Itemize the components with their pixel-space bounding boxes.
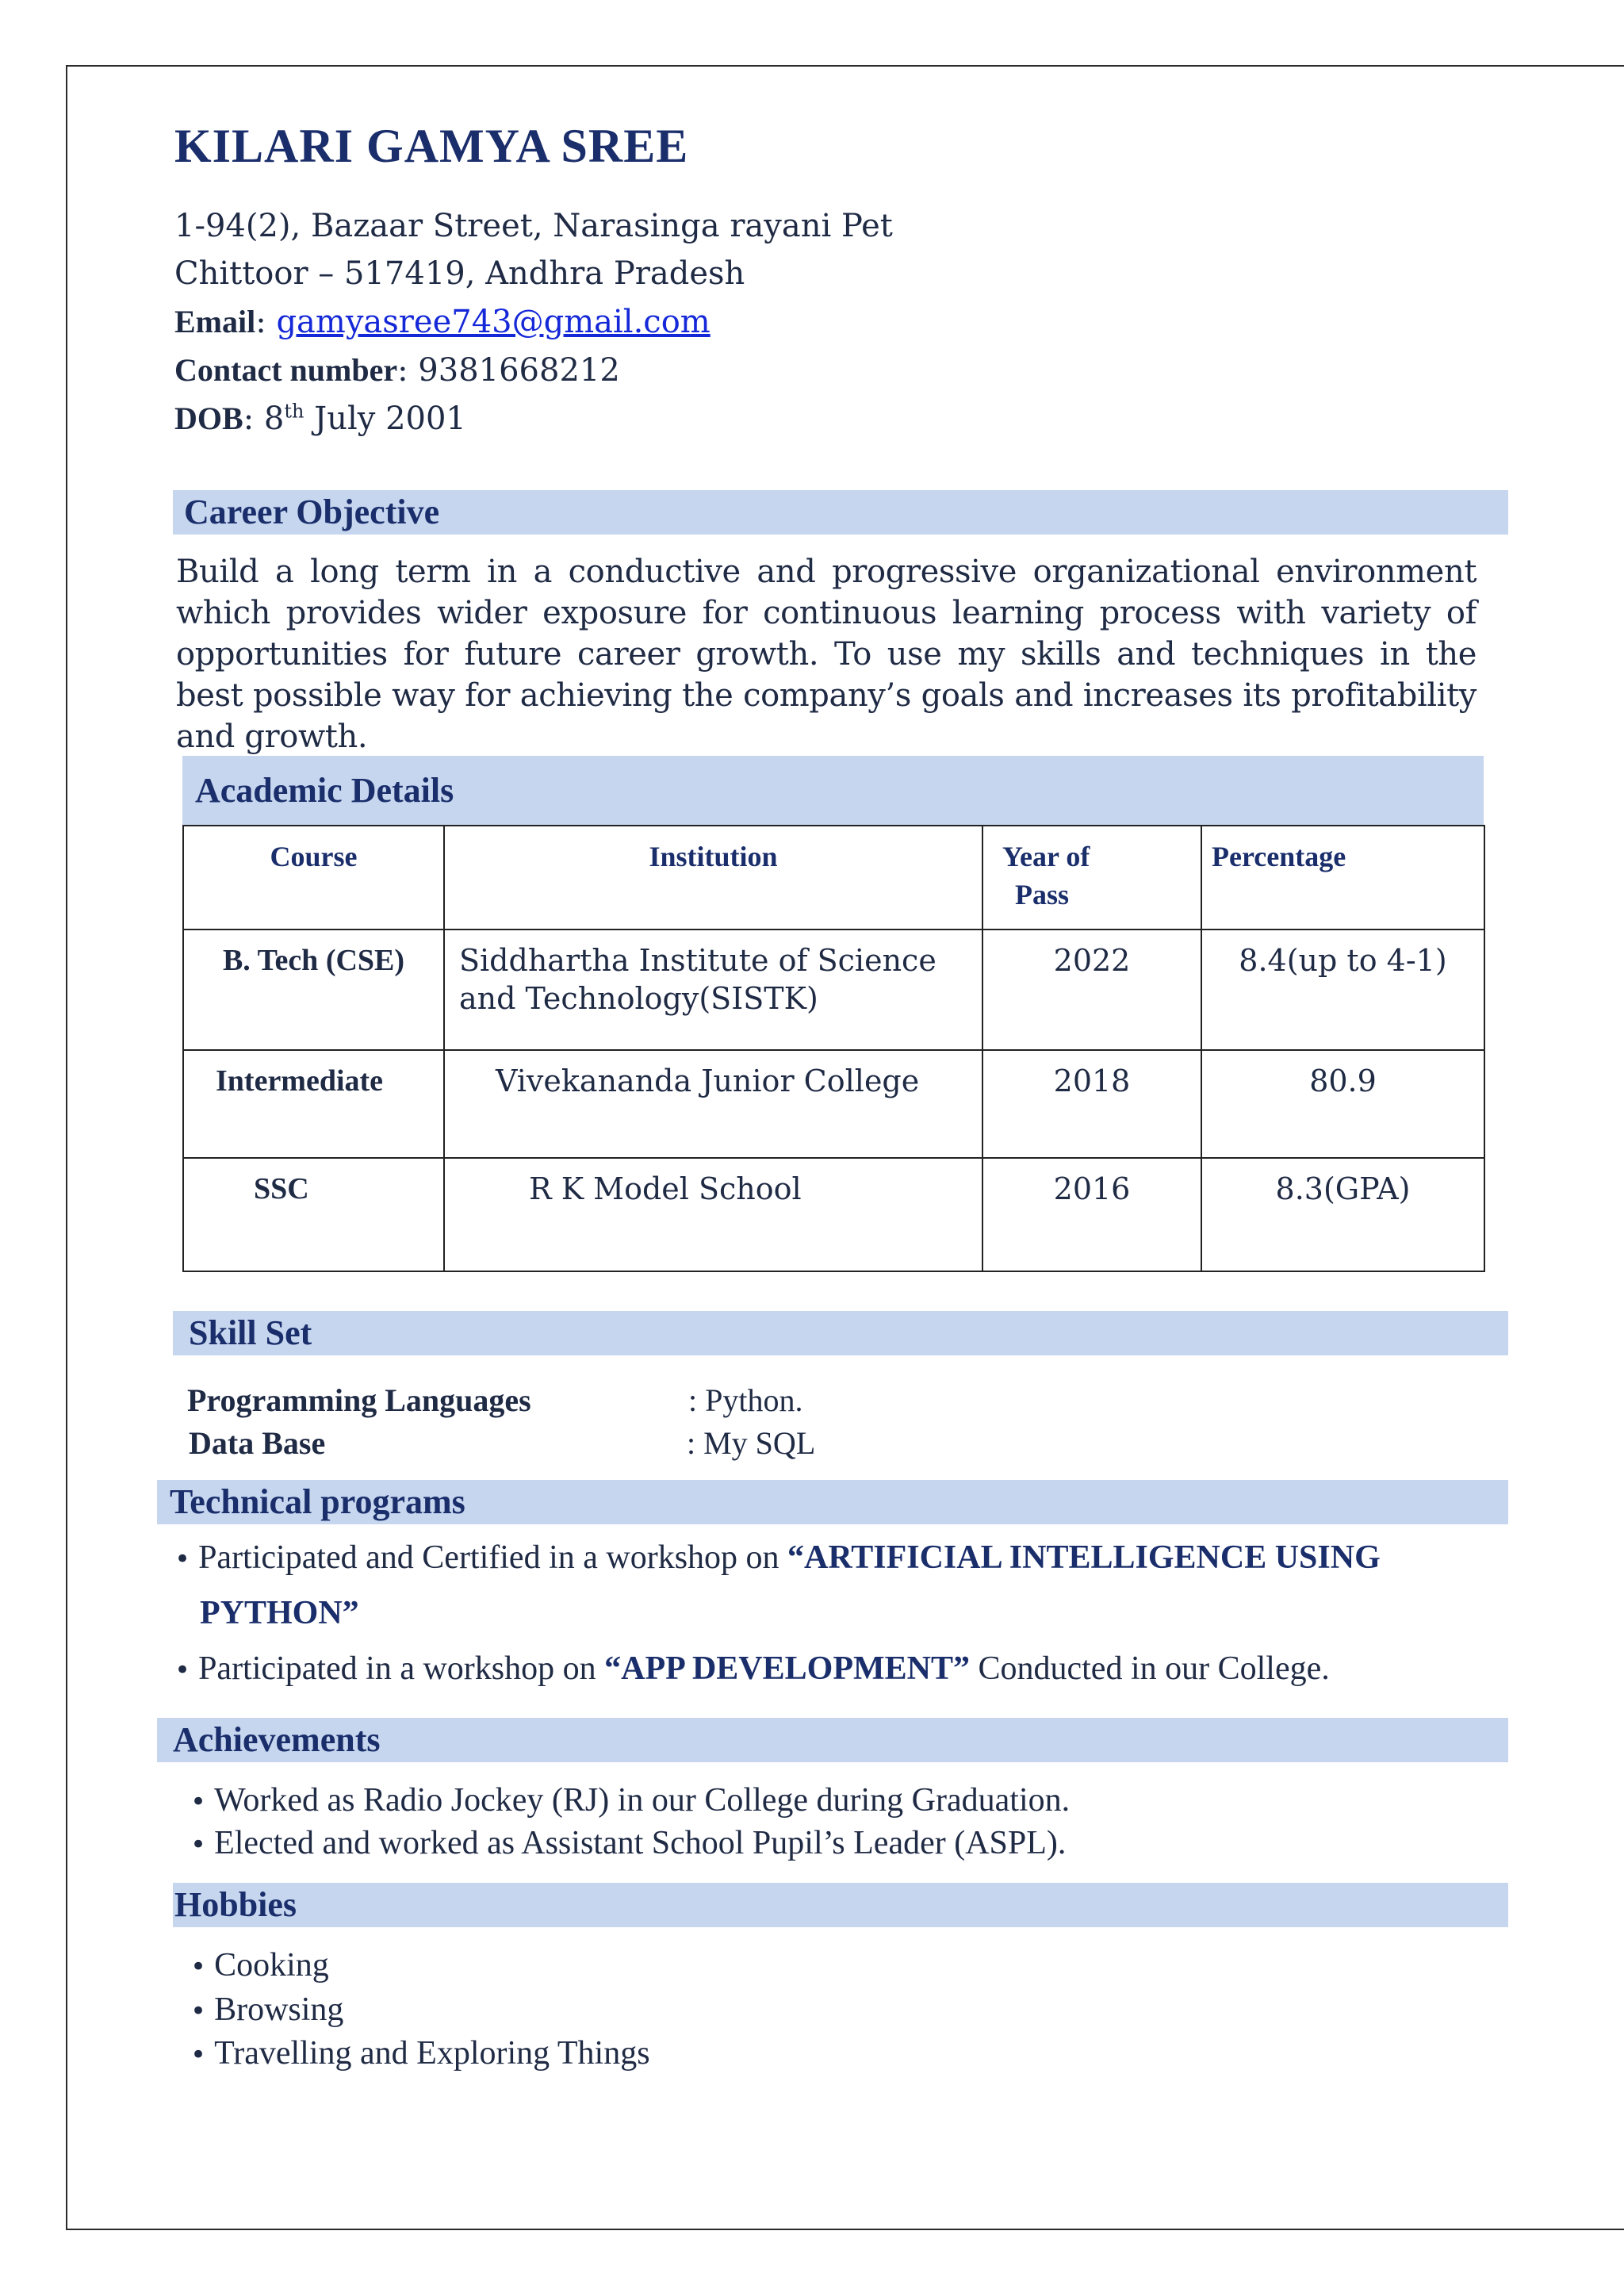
academic-table bbox=[182, 825, 1485, 1272]
cell-percentage: 8.4(up to 4-1) bbox=[1201, 930, 1484, 1050]
bullet-icon: • bbox=[190, 2039, 207, 2071]
cell-percentage: 8.3(GPA) bbox=[1201, 1158, 1484, 1271]
list-item: • Worked as Radio Jockey (RJ) in our College during Graduation. bbox=[190, 1782, 1071, 1819]
bullet-icon: • bbox=[190, 1995, 207, 2027]
header-percentage: Percentage bbox=[1201, 826, 1484, 930]
email-label: Email bbox=[174, 304, 256, 339]
cell-course: Intermediate bbox=[183, 1050, 444, 1158]
table-header-row bbox=[183, 826, 1484, 930]
list-item: • Elected and worked as Assistant School Pupil’s Leader (ASPL). bbox=[190, 1825, 1067, 1861]
hobbies-heading: Hobbies bbox=[173, 1883, 1508, 1927]
academic-details-heading: Academic Details bbox=[182, 756, 1484, 825]
list-item: • Browsing bbox=[190, 1991, 344, 2028]
email-link[interactable]: gamyasree743@gmail.com bbox=[276, 304, 710, 340]
skill-value-programming: : Python. bbox=[688, 1382, 803, 1418]
bullet-icon: • bbox=[190, 1951, 207, 1983]
career-objective-heading: Career Objective bbox=[173, 490, 1508, 535]
table-row bbox=[183, 930, 1484, 1050]
table-row bbox=[183, 1158, 1484, 1271]
cell-institution: Siddhartha Institute of Science and Technology(SISTK) bbox=[444, 930, 982, 1050]
cell-year: 2018 bbox=[982, 1050, 1201, 1158]
table-row bbox=[183, 1050, 1484, 1158]
technical-programs-heading: Technical programs bbox=[157, 1480, 1508, 1524]
dob-rest: July 2001 bbox=[314, 401, 466, 437]
list-item: • Travelling and Exploring Things bbox=[190, 2035, 650, 2072]
list-item-continuation: PYTHON” bbox=[200, 1595, 359, 1631]
candidate-name: KILARI GAMYA SREE bbox=[174, 120, 689, 172]
cell-year: 2022 bbox=[982, 930, 1201, 1050]
list-item: • Participated in a workshop on “APP DEVELOPMENT” Conducted in our College. bbox=[174, 1650, 1330, 1687]
bullet-icon: • bbox=[174, 1543, 191, 1575]
bullet-icon: • bbox=[190, 1829, 207, 1861]
address-line-1: 1-94(2), Bazaar Street, Narasinga rayani Pet bbox=[174, 208, 893, 244]
dob-label: DOB bbox=[174, 401, 243, 436]
dob-suffix: th bbox=[284, 400, 304, 423]
header-course: Course bbox=[183, 826, 444, 930]
cell-course: SSC bbox=[183, 1158, 444, 1271]
bullet-icon: • bbox=[190, 1786, 207, 1818]
list-item: • Cooking bbox=[190, 1947, 329, 1984]
skill-value-database: : My SQL bbox=[687, 1425, 816, 1461]
cell-year: 2016 bbox=[982, 1158, 1201, 1271]
skill-set-heading: Skill Set bbox=[173, 1311, 1508, 1355]
address-line-2: Chittoor – 517419, Andhra Pradesh bbox=[174, 255, 745, 292]
cell-institution: R K Model School bbox=[444, 1158, 982, 1271]
header-institution: Institution bbox=[444, 826, 982, 930]
dob-day: 8 bbox=[263, 401, 285, 437]
header-year: Year of Pass bbox=[982, 826, 1201, 930]
cell-course: B. Tech (CSE) bbox=[183, 930, 444, 1050]
cell-institution: Vivekananda Junior College bbox=[444, 1050, 982, 1158]
skill-key-database: Data Base bbox=[189, 1425, 326, 1461]
contact-row: Contact number: 9381668212 bbox=[174, 352, 620, 389]
achievements-heading: Achievements bbox=[157, 1718, 1508, 1762]
list-item: • Participated and Certified in a workshop on “ARTIFICIAL INTELLIGENCE USING bbox=[174, 1539, 1381, 1576]
dob-row: DOB: 8th July 2001 bbox=[174, 400, 466, 437]
skill-key-programming: Programming Languages bbox=[187, 1382, 531, 1418]
contact-number: 9381668212 bbox=[418, 352, 620, 389]
bullet-icon: • bbox=[174, 1654, 191, 1686]
contact-label: Contact number bbox=[174, 352, 398, 388]
email-row: Email: gamyasree743@gmail.com bbox=[174, 304, 710, 340]
career-objective-text: Build a long term in a conductive and progressive organizational environment which provides wider exposure for continuous learning process with variety of opportunities for future career growth. To use my skills and techniques in the best possible way for achieving the company’s goals and increases its profitability and growth. bbox=[176, 554, 1477, 755]
cell-percentage: 80.9 bbox=[1201, 1050, 1484, 1158]
